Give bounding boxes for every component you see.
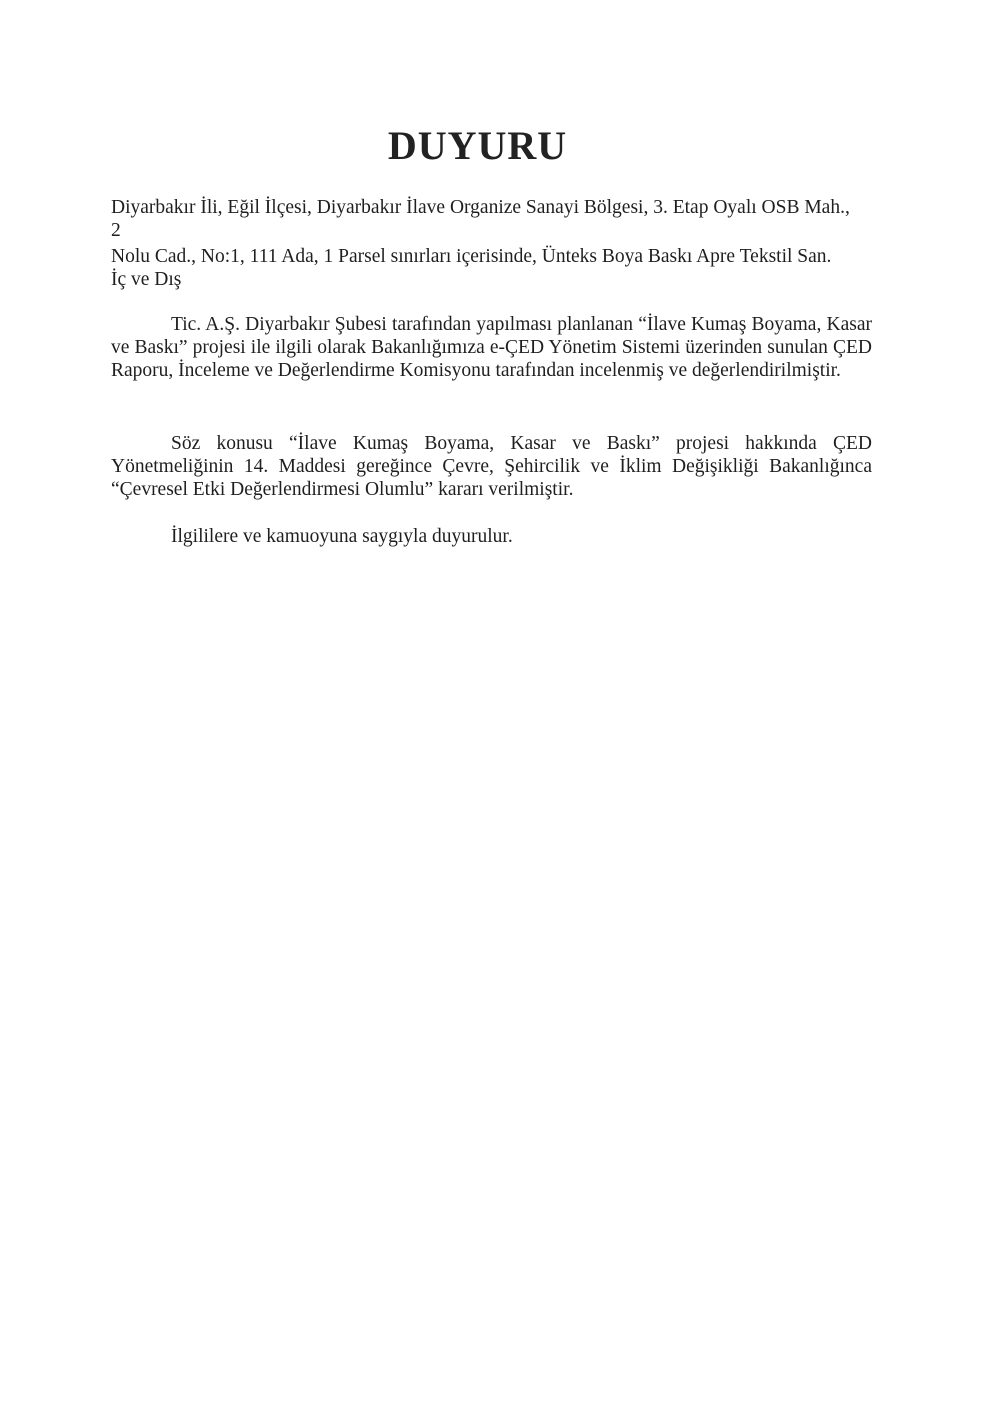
paragraph-1-text: Tic. A.Ş. Diyarbakır Şubesi tarafından yapılması planlanan “İlave Kumaş Boyama, Kasar ve Baskı” projesi ile ilgili olarak Bakanlığımıza e-ÇED Yönetim Sistemi üzerinden sunulan ÇED Raporu, İnceleme ve Değerlendirme Komisyonu tarafından incelenmiş ve değerlendirilmiştir. [111,314,872,381]
document-title: DUYURU [387,123,568,168]
paragraph-2-text: Söz konusu “İlave Kumaş Boyama, Kasar ve Baskı” projesi hakkında ÇED Yönetmeliğinin 14. Maddesi gereğince Çevre, Şehircilik ve İklim Değişikliği Bakanlığınca “Çevresel Etki Değerlendirmesi Olumlu” kararı verilmiştir. [111,433,872,500]
header-line-4: İç ve Dış [111,269,182,290]
paragraph-2 [111,432,872,501]
closing-line: İlgililere ve kamuoyuna saygıyla duyurulur. [171,526,513,547]
header-line-2: 2 [111,220,121,241]
header-line-3: Nolu Cad., No:1, 111 Ada, 1 Parsel sınırları içerisinde, Ünteks Boya Baskı Apre Tekstil San. [111,246,832,267]
paragraph-1 [111,313,872,382]
header-line-1: Diyarbakır İli, Eğil İlçesi, Diyarbakır İlave Organize Sanayi Bölgesi, 3. Etap Oyalı OSB Mah., [111,197,850,218]
